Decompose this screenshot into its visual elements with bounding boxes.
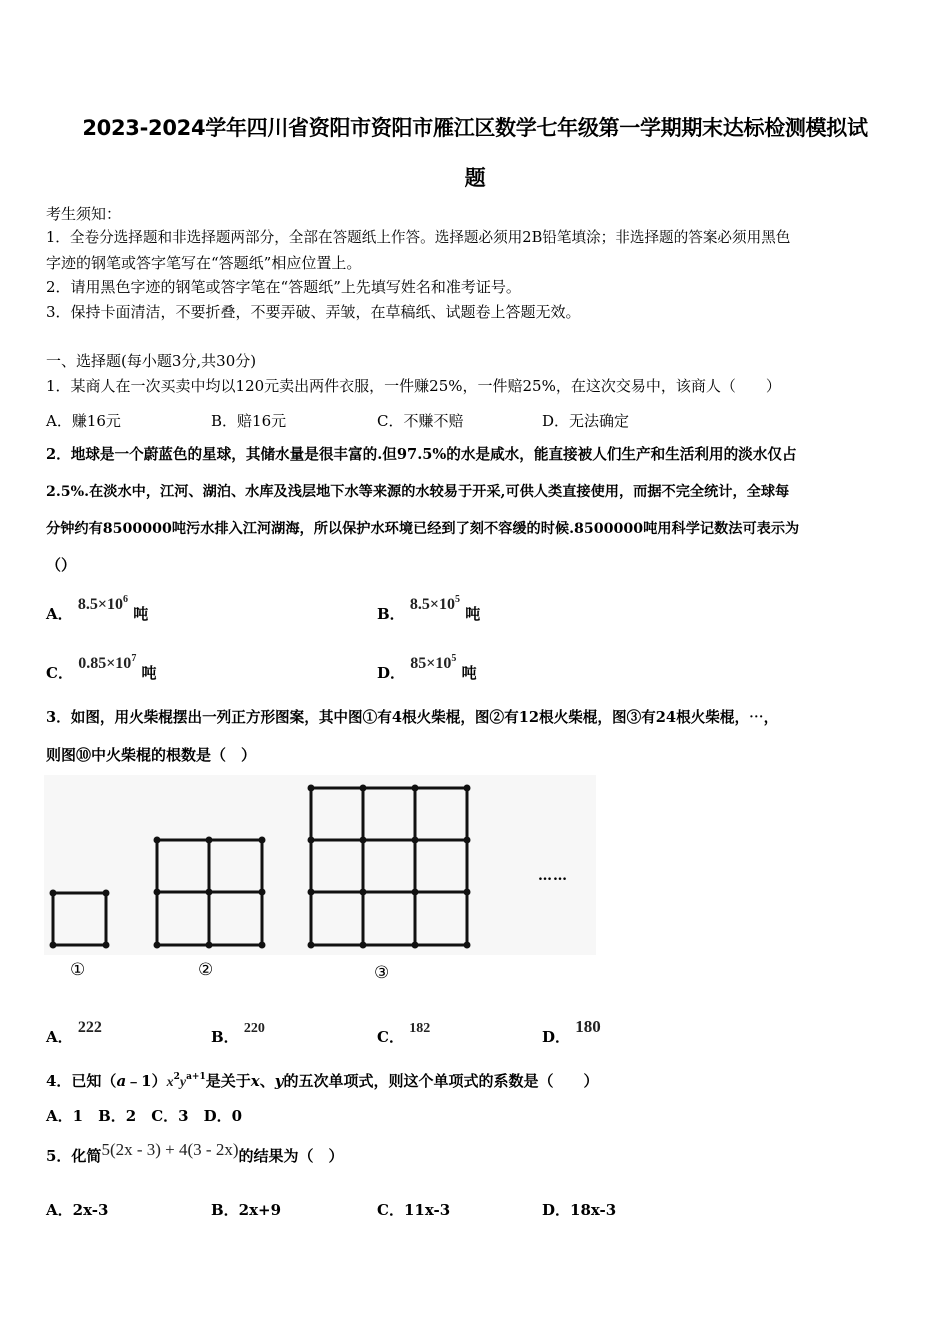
q4-var-a: a: [116, 1072, 127, 1090]
q2-c-unit: 吨: [141, 664, 157, 682]
q3-c-label: C．: [377, 1028, 404, 1046]
q2-c-expr: [78, 655, 136, 672]
q2-c-exp: 7: [131, 653, 137, 664]
q5-prefix: 5．化简: [46, 1147, 102, 1165]
q4-options: A．1 B．2 C．3 D．0: [46, 1107, 243, 1125]
q2-d-label: D．: [377, 664, 406, 682]
q3-line1: 3．如图，用火柴棍摆出一列正方形图案，其中图①有4根火柴棍，图②有12根火柴棍，图③有24根火柴棍，⋯，: [46, 709, 779, 726]
q2-line2: 2.5%.在淡水中，江河、湖泊、水库及浅层地下水等来源的水较易于开采,可供人类直接使用，而据不完全统计，全球每: [46, 484, 790, 500]
q4-var-x: x: [166, 1075, 174, 1090]
q3-line2: 则图⑩中火柴棍的根数是（ ）: [46, 746, 257, 764]
q4-var-y: y: [179, 1075, 187, 1090]
q2-b-expr: [410, 596, 460, 613]
q2-a-expr: [78, 596, 128, 613]
q2-line1: 2．地球是一个蔚蓝色的星球，其储水量是很丰富的.但97.5%的水是咸水，能直接被人们生产和生活利用的淡水仅占: [46, 446, 797, 463]
exam-title-line2: 题: [464, 166, 486, 190]
q4-sep: 、: [259, 1072, 275, 1090]
figure-ellipsis: ……: [538, 868, 568, 884]
q2-d-base: 85×10: [410, 655, 452, 672]
q5-option-d: D．18x-3: [542, 1201, 617, 1219]
q2-c-label: C．: [46, 664, 73, 682]
figure-label-1: ①: [70, 960, 86, 980]
q5-expression: 5(2x - 3) + 4(3 - 2x): [101, 1140, 239, 1159]
q4-var-y2: y: [274, 1072, 284, 1090]
q5-option-c: C．11x-3: [377, 1201, 451, 1219]
q4-prefix: 4．已知（: [46, 1072, 117, 1090]
q3-option-d: [542, 1017, 601, 1047]
notice-item1-line1: 1．全卷分选择题和非选择题两部分，全部在答题纸上作答。选择题必须用2B铅笔填涂；非选择题的答案必须用黑色: [46, 229, 791, 246]
q2-option-d: [377, 653, 477, 683]
q4-x-exponent: 2: [173, 1072, 180, 1082]
q1-option-d: D．无法确定: [542, 412, 630, 430]
q2-option-a: [46, 594, 149, 624]
q1-option-b: B．赔16元: [211, 412, 287, 430]
q4-tail: 的五次单项式，则这个单项式的系数是（ ）: [283, 1072, 599, 1090]
q4-y-exponent: a+1: [186, 1072, 206, 1082]
q2-a-exp: 6: [123, 594, 128, 605]
q4-var-x2: x: [250, 1072, 260, 1090]
notice-item1-line2: 字迹的钢笔或答字笔写在“答题纸”相应位置上。: [46, 254, 362, 272]
q2-a-base: 8.5×10: [77, 596, 123, 613]
q2-option-c: [46, 653, 157, 683]
q2-b-label: B．: [377, 605, 405, 623]
q2-option-b: [377, 594, 481, 624]
q3-c-value: 182: [409, 1021, 431, 1036]
q5-option-b: B．2x+9: [211, 1201, 282, 1219]
q3-b-label: B．: [211, 1028, 239, 1046]
q3-option-c: [377, 1021, 431, 1047]
q3-a-label: A．: [46, 1028, 73, 1046]
q2-a-label: A．: [46, 605, 73, 623]
q2-c-base: 0.85×10: [78, 655, 132, 672]
q3-d-label: D．: [542, 1028, 571, 1046]
q3-option-a: [46, 1019, 102, 1047]
q3-b-value: 220: [243, 1021, 265, 1036]
matchstick-figure: [44, 775, 596, 990]
figure-background: [44, 775, 596, 955]
exam-title-line1: 2023-2024学年四川省资阳市资阳市雁江区数学七年级第一学期期末达标检测模拟试: [82, 116, 868, 140]
q3-a-value: 222: [77, 1019, 102, 1036]
q3-d-value: 180: [575, 1017, 601, 1036]
q2-d-exp: 5: [451, 653, 457, 664]
notice-item2: 2．请用黑色字迹的钢笔或答字笔在“答题纸”上先填写姓名和准考证号。: [46, 278, 521, 296]
q4-mid: ﹣1）: [126, 1072, 167, 1090]
section-heading: 一、选择题(每小题3分,共30分): [46, 352, 257, 370]
q3-option-b: [211, 1021, 265, 1047]
q1-option-c: C．不赚不赔: [377, 412, 464, 430]
q2-d-unit: 吨: [461, 664, 477, 682]
q4-stem: [46, 1071, 598, 1094]
q4-suffix: 是关于: [205, 1072, 251, 1090]
q2-line3: 分钟约有8500000吨污水排入江河湖海，所以保护水环境已经到了刻不容缓的时候.8500000吨用科学记数法可表示为: [46, 521, 800, 537]
q5-stem: [46, 1140, 344, 1166]
notice-heading: 考生须知：: [46, 205, 122, 223]
notice-item3: 3．保持卡面清洁，不要折叠，不要弄破、弄皱，在草稿纸、试题卷上答题无效。: [46, 303, 581, 321]
q1-stem: 1．某商人在一次买卖中均以120元卖出两件衣服，一件赚25%，一件赔25%，在这次交易中，该商人（ ）: [46, 377, 781, 395]
q2-d-expr: [410, 655, 456, 672]
q2-a-unit: 吨: [133, 605, 149, 623]
q2-b-base: 8.5×10: [409, 596, 456, 613]
figure-label-3: ③: [374, 963, 390, 983]
q1-option-a: A．赚16元: [46, 412, 121, 430]
figure-label-2: ②: [198, 960, 214, 980]
q2-line4: （）: [46, 556, 77, 574]
q2-b-unit: 吨: [465, 605, 481, 623]
q2-b-exp: 5: [455, 594, 461, 605]
q5-option-a: A．2x-3: [46, 1201, 109, 1219]
q5-suffix: 的结果为（ ）: [238, 1147, 344, 1165]
